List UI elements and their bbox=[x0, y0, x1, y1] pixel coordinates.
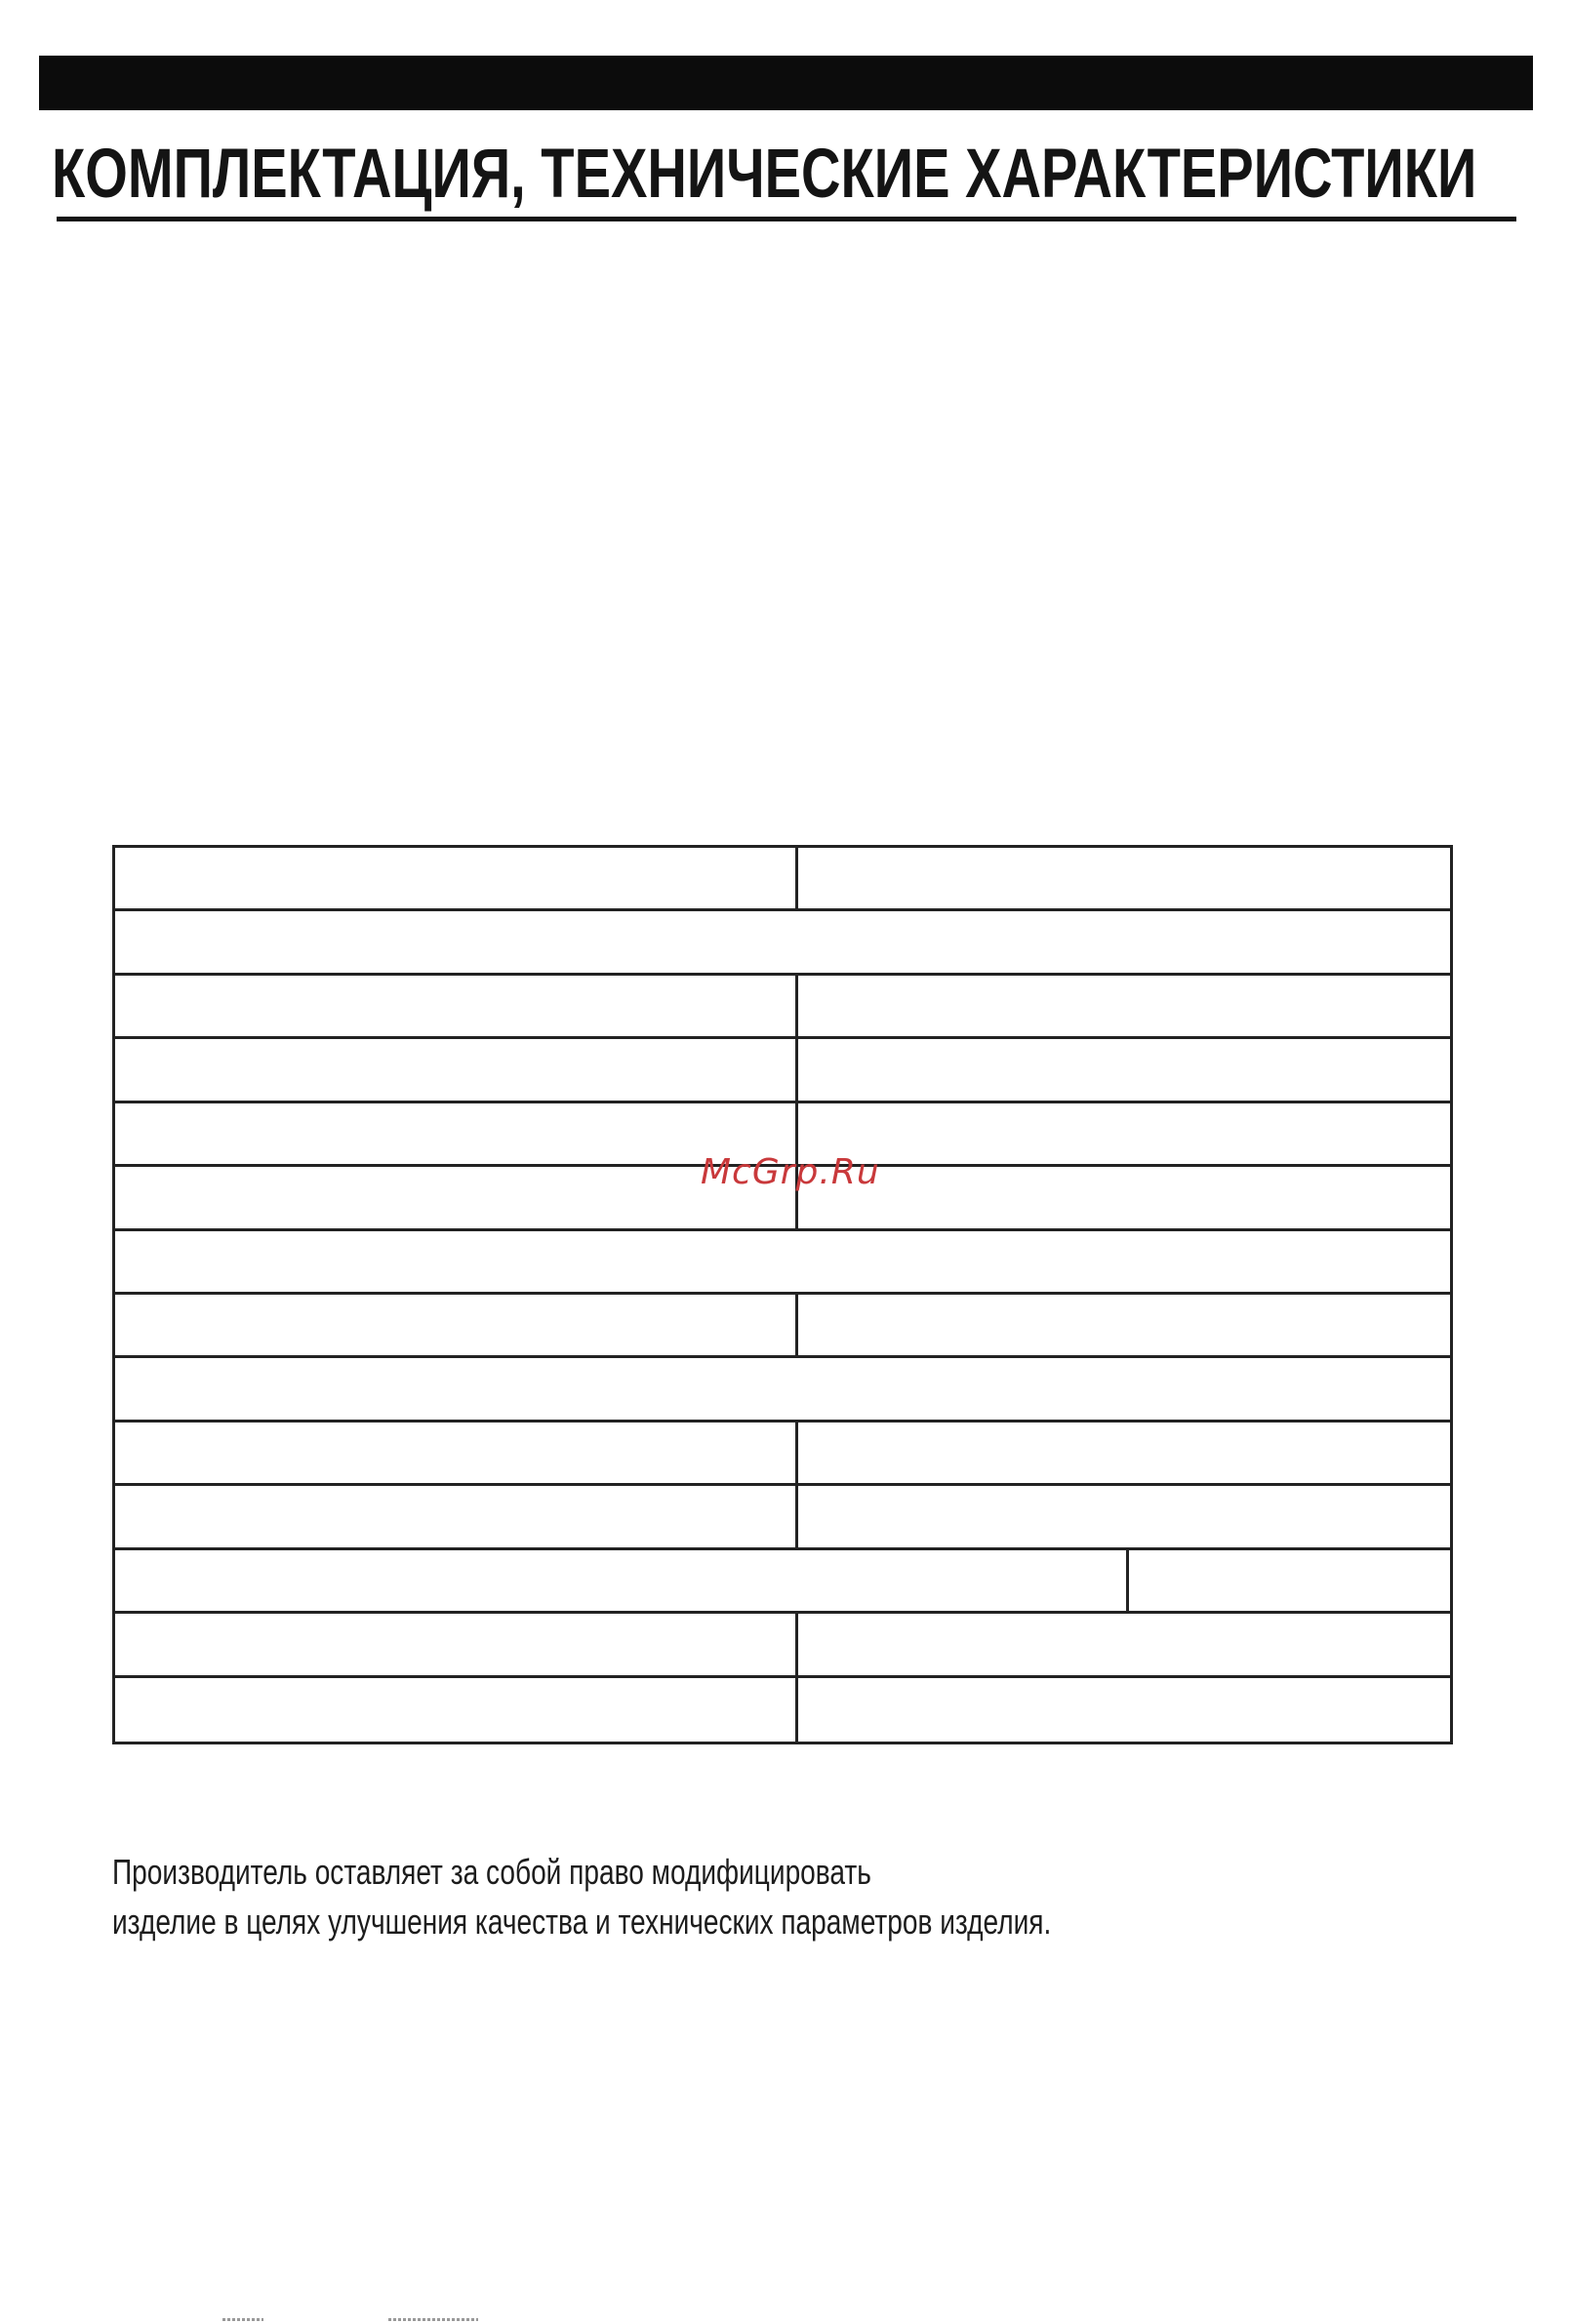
table-row bbox=[115, 911, 1450, 975]
page-title: КОМПЛЕКТАЦИЯ, ТЕХНИЧЕСКИЕ ХАРАКТЕРИСТИКИ bbox=[52, 136, 1477, 213]
cell-divider bbox=[795, 1486, 798, 1546]
footer-mark-right bbox=[388, 2318, 478, 2321]
table-row bbox=[115, 1550, 1450, 1614]
table-row bbox=[115, 1678, 1450, 1742]
cell-divider bbox=[795, 848, 798, 908]
specifications-table bbox=[112, 845, 1453, 1744]
cell-divider bbox=[1126, 1550, 1129, 1611]
footer-mark-left bbox=[222, 2318, 263, 2321]
cell-divider bbox=[795, 1614, 798, 1674]
cell-divider bbox=[795, 976, 798, 1036]
table-row bbox=[115, 1614, 1450, 1677]
disclaimer-line-1: Производитель оставляет за собой право модифицировать bbox=[112, 1852, 871, 1892]
table-row bbox=[115, 976, 1450, 1039]
table-row bbox=[115, 1422, 1450, 1486]
watermark: McGrp.Ru bbox=[701, 1152, 880, 1192]
cell-divider bbox=[795, 1039, 798, 1100]
table-row bbox=[115, 1295, 1450, 1358]
disclaimer-text bbox=[112, 1847, 1052, 1946]
table-row bbox=[115, 848, 1450, 911]
disclaimer-line-2: изделие в целях улучшения качества и технических параметров изделия. bbox=[112, 1902, 1052, 1942]
table-row bbox=[115, 1486, 1450, 1549]
title-underline bbox=[57, 217, 1516, 221]
table-row bbox=[115, 1039, 1450, 1102]
table-row bbox=[115, 1358, 1450, 1422]
table-row bbox=[115, 1231, 1450, 1295]
cell-divider bbox=[795, 1678, 798, 1742]
cell-divider bbox=[795, 1295, 798, 1355]
cell-divider bbox=[795, 1422, 798, 1483]
header-bar bbox=[39, 56, 1533, 110]
